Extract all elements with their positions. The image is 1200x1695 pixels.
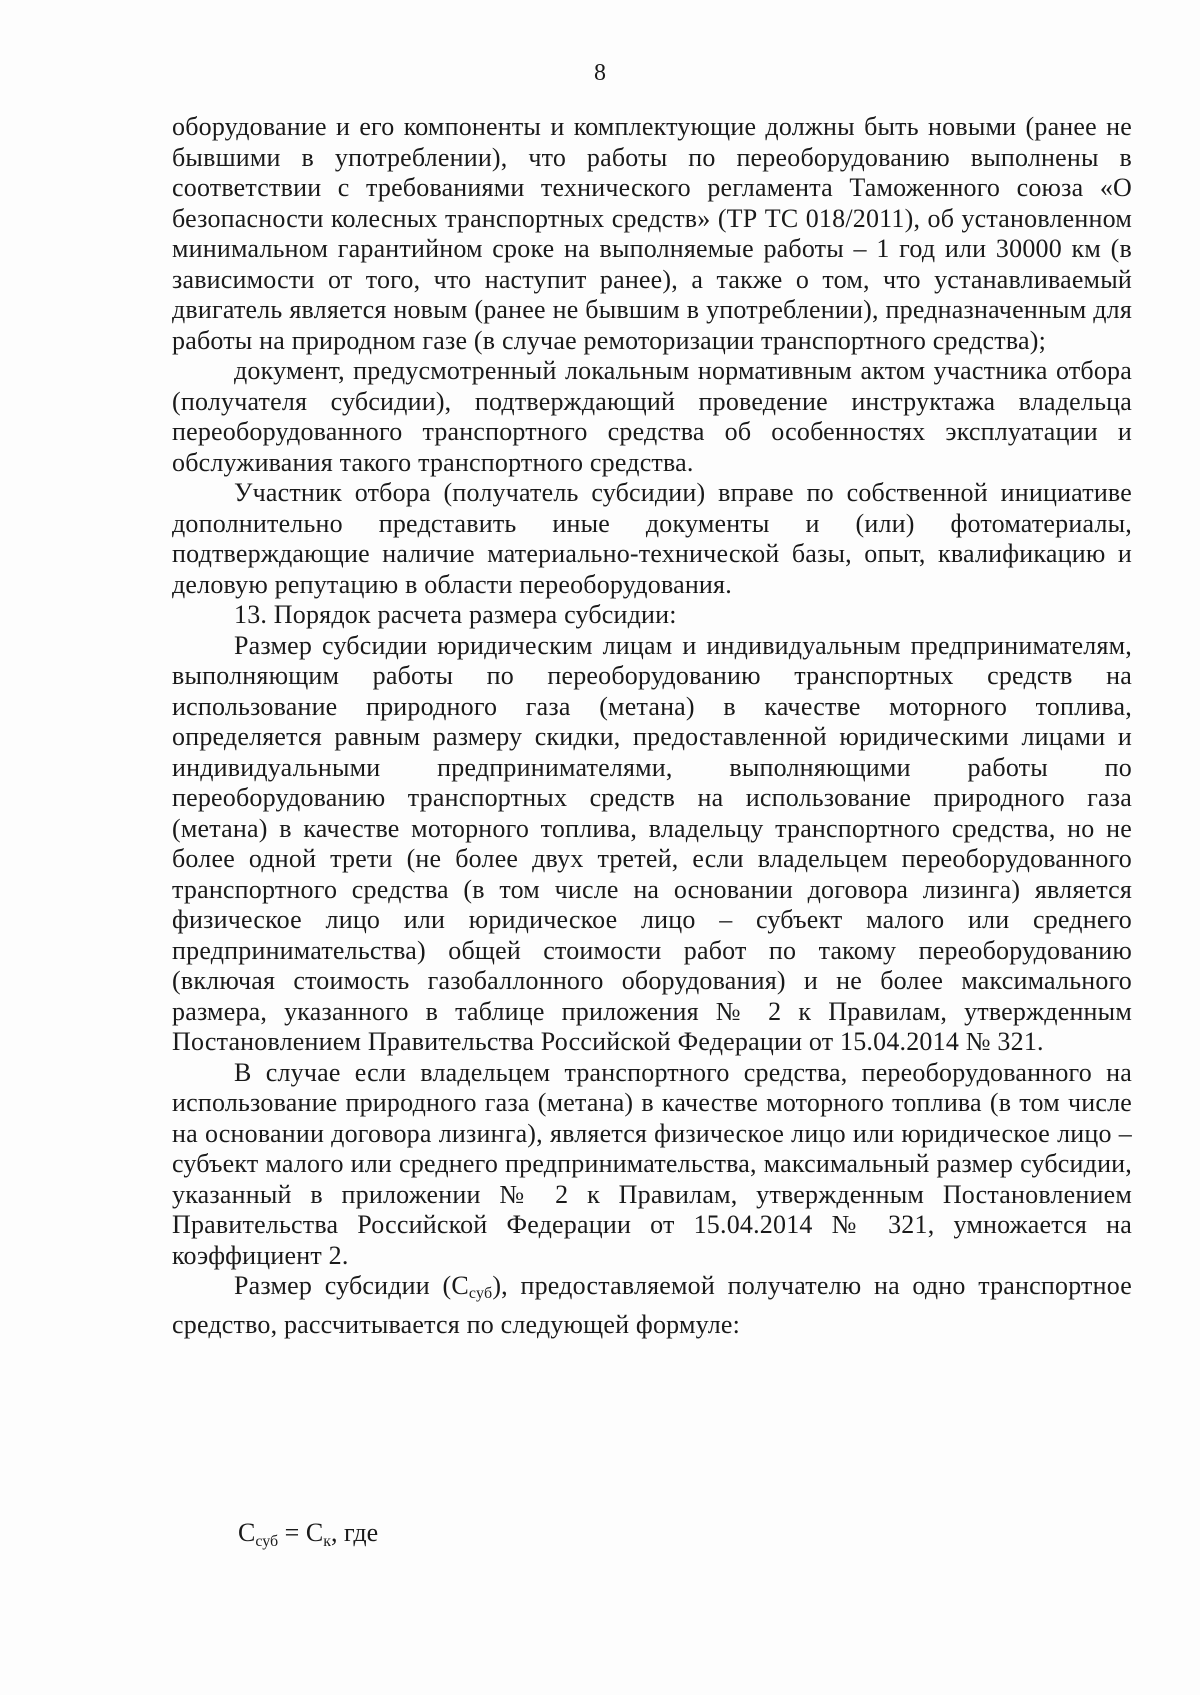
page-number: 8 (594, 60, 606, 86)
formula-lhs: С (238, 1518, 256, 1547)
formula-equals: = (278, 1518, 306, 1547)
formula-intro-subscript: суб (468, 1285, 493, 1302)
section-heading-calculation: 13. Порядок расчета размера субсидии: (234, 600, 677, 629)
subsidy-formula (238, 1518, 378, 1551)
formula-rhs: С (305, 1518, 324, 1547)
paragraph-additional-documents: Участник отбора (получатель субсидии) вправе по собственной инициативе дополнительно представить иные документы и (или) фотоматериалы, подтверждающие наличие материально-технической базы, опыт, квалификацию и деловую репутацию в области переоборудования. (172, 478, 1132, 599)
document-body (172, 112, 1132, 1340)
formula-rhs-subscript: к (323, 1533, 331, 1550)
paragraph-formula-intro (172, 1271, 1132, 1340)
formula-intro-before: Размер субсидии (С (234, 1271, 469, 1300)
formula-tail: , где (330, 1518, 379, 1547)
paragraph-instruction-document: документ, предусмотренный локальным нормативным актом участника отбора (получателя субсидии), подтверждающий проведение инструктажа владельца переоборудованного транспортного средства об особенностях эксплуатации и обслуживания такого транспортного средства. (172, 356, 1132, 477)
formula-intro-after: ), предоставляемой получателю на одно транспортное средство, рассчитывается по следующей формуле: (172, 1271, 1132, 1339)
paragraph-coefficient: В случае если владельцем транспортного средства, переоборудованного на использование природного газа (метана) в качестве моторного топлива (в том числе на основании договора лизинга), является физическое лицо или юридическое лицо – субъект малого или среднего предпринимательства, максимальный размер субсидии, указанный в приложении № 2 к Правилам, утвержденным Постановлением Правительства Российской Федерации от 15.04.2014 № 321, умножается на коэффициент 2. (172, 1057, 1132, 1270)
formula-lhs-subscript: суб (255, 1533, 279, 1550)
paragraph-equipment-requirements: оборудование и его компоненты и комплектующие должны быть новыми (ранее не бывшими в употреблении), что работы по переоборудованию выполнены в соответствии с требованиями технического регламента Таможенного союза «О безопасности колесных транспортных средств» (ТР ТС 018/2011), об установленном минимальном гарантийном сроке на выполняемые работы – 1 год или 30000 км (в зависимости от того, что наступит ранее), а также о том, что устанавливаемый двигатель является новым (ранее не бывшим в употреблении), предназначенным для работы на природном газе (в случае ремоторизации транспортного средства); (172, 112, 1132, 355)
paragraph-subsidy-size: Размер субсидии юридическим лицам и индивидуальным предпринимателям, выполняющим работы по переоборудованию транспортных средств на использование природного газа (метана) в качестве моторного топлива, определяется равным размеру скидки, предоставленной юридическими лицами и индивидуальными предпринимателями, выполняющими работы по переоборудованию транспортных средств на использование природного газа (метана) в качестве моторного топлива, владельцу транспортного средства, но не более одной трети (не более двух третей, если владельцем переоборудованного транспортного средства (в том числе на основании договора лизинга) является физическое лицо или юридическое лицо – субъект малого или среднего предпринимательства) общей стоимости работ по такому переоборудованию (включая стоимость газобаллонного оборудования) и не более максимального размера, указанного в таблице приложения № 2 к Правилам, утвержденным Постановлением Правительства Российской Федерации от 15.04.2014 № 321. (172, 630, 1132, 1056)
